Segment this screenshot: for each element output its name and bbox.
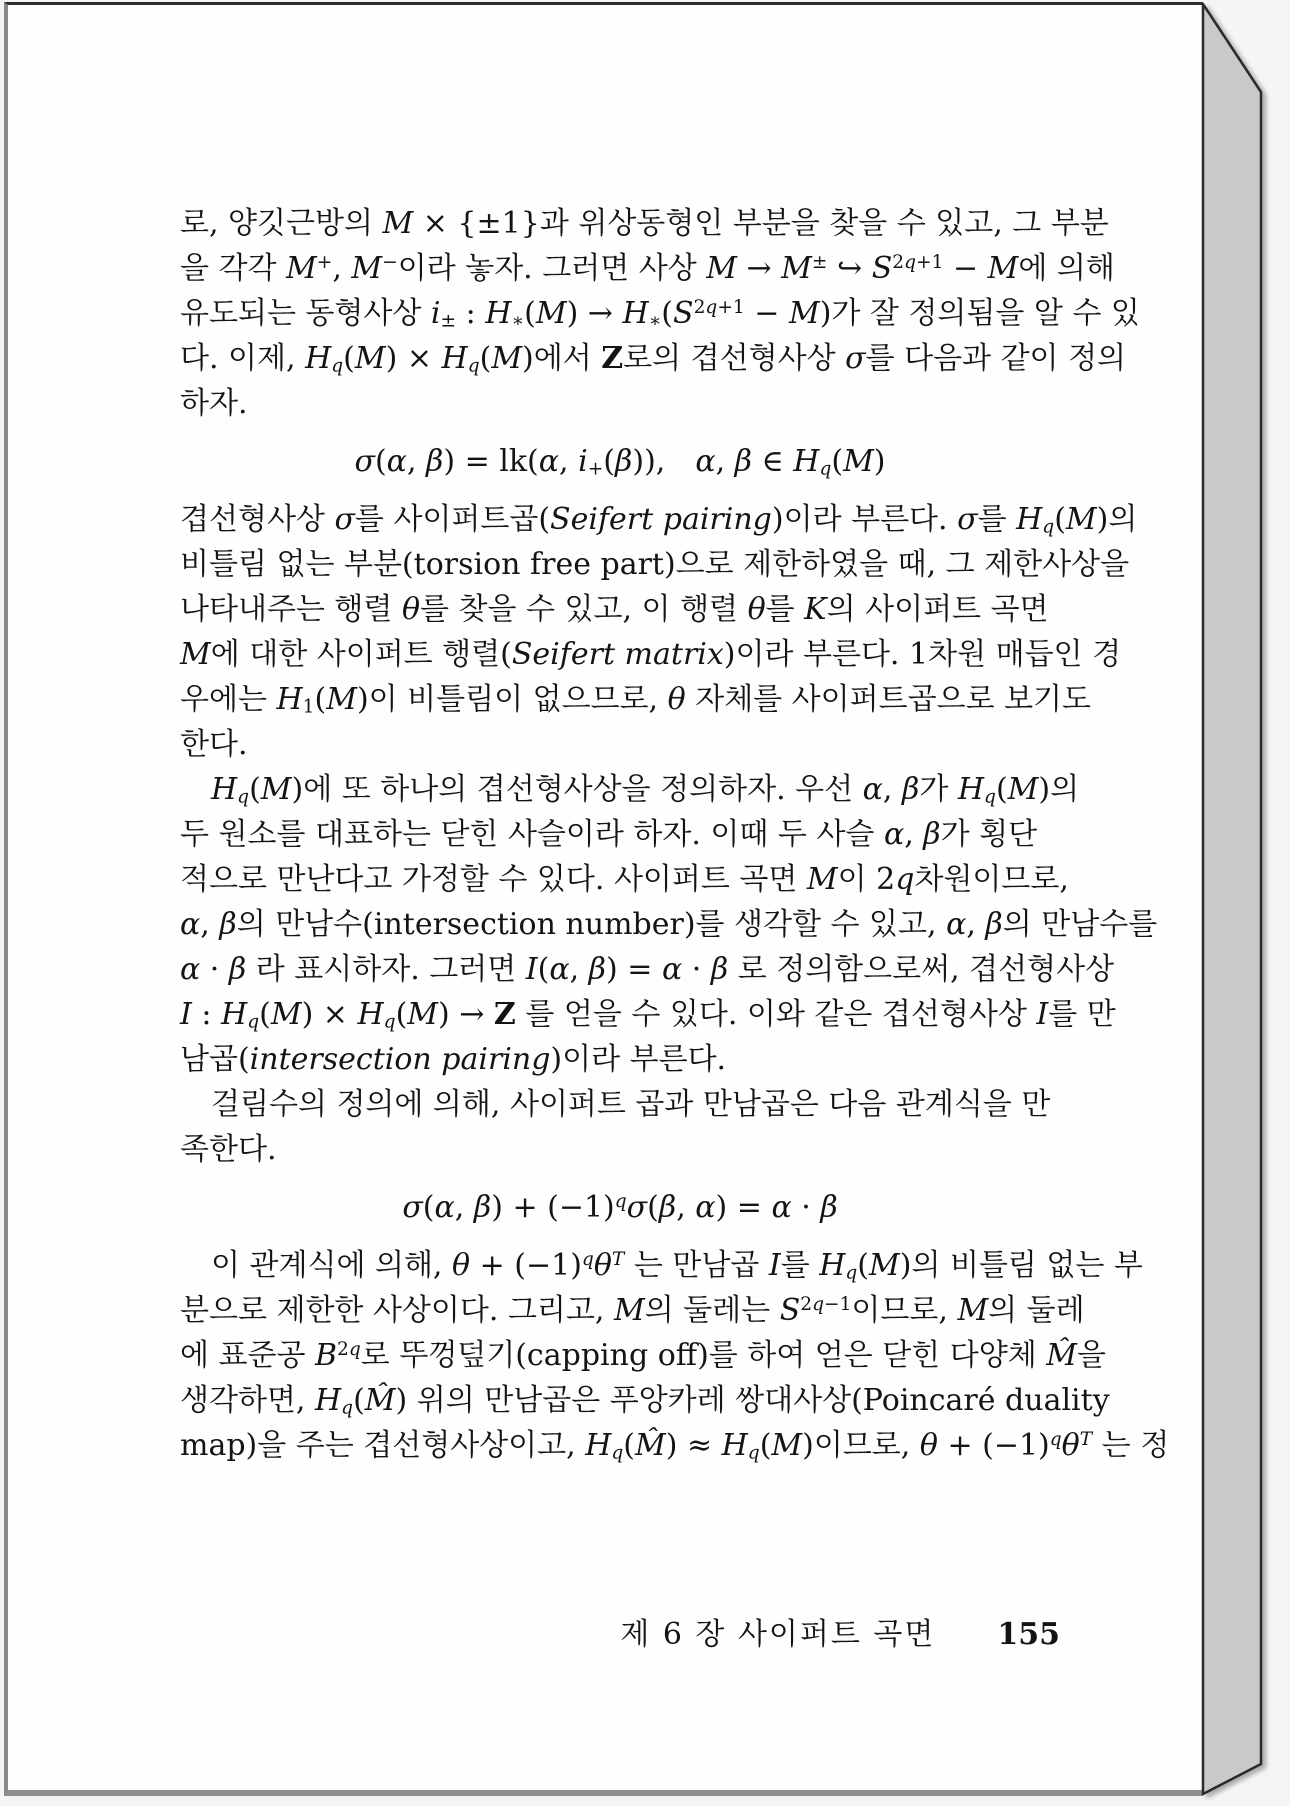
text-line: M에 대한 사이퍼트 행렬(Seifert matrix)이라 부른다. 1차원 매듭인 경 bbox=[180, 637, 1122, 672]
text-line: 겹선형사상 σ를 사이퍼트곱(Seifert pairing)이라 부른다. σ를 Hq(M)의 bbox=[180, 502, 1138, 538]
text-line: 한다. bbox=[180, 727, 248, 762]
text-line: 걸림수의 정의에 의해, 사이퍼트 곱과 만남곱은 다음 관계식을 만 bbox=[211, 1087, 1051, 1122]
text-line: 남곱(intersection pairing)이라 부른다. bbox=[180, 1042, 727, 1077]
formula-line: σ(α, β) = lk(α, i+(β)), α, β ∈ Hq(M) bbox=[354, 444, 886, 480]
text-line: 생각하면, Hq(M̂) 위의 만남곱은 푸앙카레 쌍대사상(Poincaré duality bbox=[180, 1383, 1110, 1419]
book-page-paper bbox=[4, 2, 1203, 1796]
text-line: 에 표준공 $B^{2q}$로 뚜껑덮기(capping off)를 하여 얻은 닫힌 다양체 M̂을 bbox=[180, 1338, 1106, 1373]
text-line: 비틀림 없는 부분(torsion free part)으로 제한하였을 때, 그 제한사상을 bbox=[180, 547, 1130, 582]
page-footer bbox=[180, 1609, 1060, 1653]
text-line: 족한다. bbox=[180, 1132, 277, 1167]
text-line: 나타내주는 행렬 θ를 찾을 수 있고, 이 행렬 θ를 K의 사이퍼트 곡면 bbox=[180, 592, 1049, 627]
text-line: 두 원소를 대표하는 닫힌 사슬이라 하자. 이때 두 사슬 α, β가 횡단 bbox=[180, 817, 1038, 852]
text-line: α, β의 만남수(intersection number)를 생각할 수 있고, α, β의 만남수를 bbox=[180, 907, 1158, 942]
text-line: Hq(M)에 또 하나의 겹선형사상을 정의하자. 우선 α, β가 Hq(M)의 bbox=[211, 772, 1080, 808]
text-line: 적으로 만난다고 가정할 수 있다. 사이퍼트 곡면 M이 2q차원이므로, bbox=[180, 862, 1069, 897]
text-line: 유도되는 동형사상 i± : H∗(M) → $H∗(S^{2q+1} - M)$가 잘 정의됨을 알 수 있 bbox=[180, 296, 1140, 332]
text-line: 분으로 제한한 사상이다. 그리고, M의 둘레는 $S^{2q-1}$이므로, M의 둘레 bbox=[180, 1293, 1085, 1328]
text-line: 로, 양깃근방의 M × {±1}과 위상동형인 부분을 찾을 수 있고, 그 부분 bbox=[180, 206, 1109, 241]
formula-line: σ(α, $\beta) + (-1)^q\sigma(\beta$, α) = α · β bbox=[402, 1190, 838, 1225]
page-number: 155 bbox=[997, 1617, 1060, 1652]
text-line: 다. 이제, Hq(M) × Hq(M)에서 Z로의 겹선형사상 σ를 다음과 같이 정의 bbox=[180, 341, 1127, 377]
text-line: 이 관계식에 의해, $\theta + (-1)^q\theta^T$ 는 만남곱 I를 Hq(M)의 비틀림 없는 부 bbox=[211, 1248, 1143, 1284]
page-edge-right bbox=[1203, 4, 1261, 1794]
text-line: 하자. bbox=[180, 386, 248, 421]
text-block bbox=[180, 201, 1170, 1468]
text-line: 을 각각 M+, M−이라 놓자. 그러면 사상 M → M± ↪ $S^{2q+1} - M$에 의해 bbox=[180, 251, 1115, 286]
text-line: I : Hq(M) × Hq(M) → Z 를 얻을 수 있다. 이와 같은 겹선형사상 I를 만 bbox=[180, 997, 1116, 1033]
text-line: map)을 주는 겹선형사상이고, Hq(M̂) ≈ Hq(M)이므로, $\theta + (-1)^q\theta^T$ 는 정 bbox=[180, 1428, 1170, 1464]
text-line: α · β 라 표시하자. 그러면 I(α, β) = α · β 로 정의함으로써, 겹선형사상 bbox=[180, 952, 1115, 987]
text-line: 우에는 H1(M)이 비틀림이 없으므로, θ 자체를 사이퍼트곱으로 보기도 bbox=[180, 682, 1092, 718]
chapter-label: 제 6 장 사이퍼트 곡면 bbox=[620, 1617, 936, 1652]
